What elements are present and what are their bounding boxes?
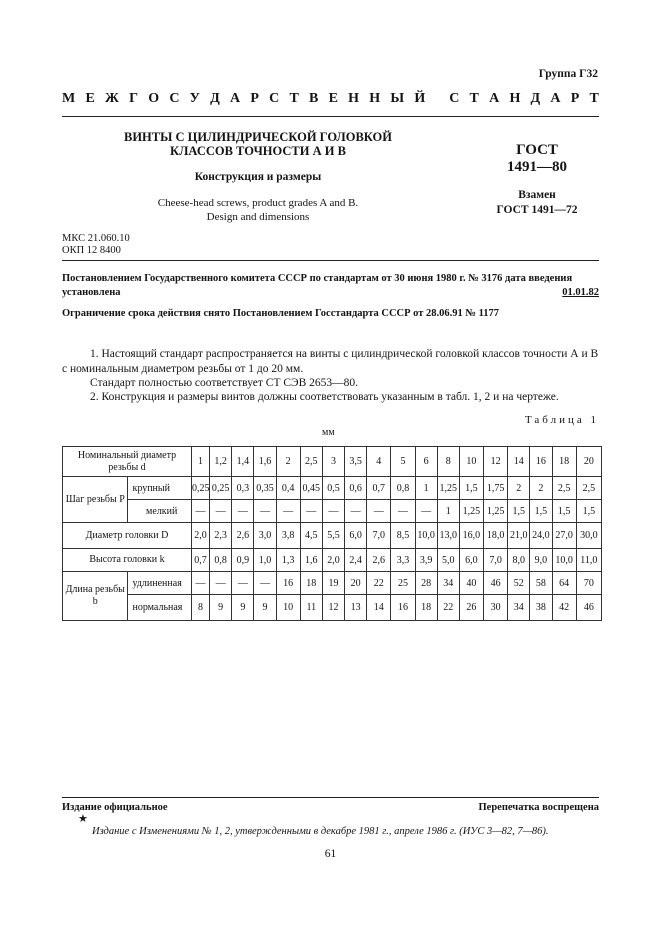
table-cell: 30,0 [576,523,601,549]
subtitle: Конструкция и размеры [194,171,322,183]
table-cell: 22 [367,572,391,595]
banner-letter: Т [589,91,599,106]
banner-letter: Р [570,91,580,106]
table-cell: 10 [276,595,300,621]
table-cell: 2,5 [300,447,322,477]
table-cell: 3,9 [415,549,437,572]
title-line-2: КЛАССОВ ТОЧНОСТИ А И В [170,144,346,158]
table-cell: 7,0 [484,549,508,572]
table-cell: 1,4 [232,447,254,477]
decree-text [62,272,599,300]
paragraph-1: 1. Настоящий стандарт распространяется на винты с цилиндрической головкой классов точности А и В с номинальным диаметром резьбы от 1 до 20 мм. [62,348,599,375]
codes-rule [62,260,599,261]
table-cell: 3,5 [345,447,367,477]
table-cell: 3,3 [391,549,415,572]
row-length-normal [63,595,602,621]
table-cell: 27,0 [552,523,576,549]
table-cell: 11,0 [576,549,601,572]
table-cell: 1 [415,477,437,500]
table-cell: 6,0 [345,523,367,549]
gost-number: 1491—80 [507,159,567,175]
banner-letter: Г [129,91,138,106]
paragraph-1b: Стандарт полностью соответствует СТ СЭВ 2653—80. [90,377,359,389]
table-cell: 18,0 [484,523,508,549]
table-cell: — [232,500,254,523]
table-cell: 8 [437,447,459,477]
table-cell: 1,0 [254,549,276,572]
pitch-label: Шаг резьбы P [63,477,128,523]
table-cell: 8 [191,595,209,621]
table-cell: 0,5 [322,477,344,500]
table-cell: 18 [300,572,322,595]
normal-label: нормальная [128,595,191,621]
replaces-label: Взамен [518,189,556,201]
table-cell: 46 [576,595,601,621]
effective-date: 01.01.82 [562,287,599,298]
paragraph-2: 2. Конструкция и размеры винтов должны соответствовать указанным в табл. 1, 2 и на чертеже. [90,391,559,403]
table-cell: — [345,500,367,523]
table-unit: мм [322,427,335,438]
english-title-line-2: Design and dimensions [206,211,310,223]
table-cell: 4 [367,447,391,477]
reprint-prohibited: Перепечатка воспрещена [478,802,599,813]
table-cell: 16 [276,572,300,595]
table-cell: 7,0 [367,523,391,549]
table-cell: 11 [300,595,322,621]
banner-letter: М [62,91,76,106]
table-cell: 18 [415,595,437,621]
limitation-text: Ограничение срока действия снято Постановлением Госстандарта СССР от 28.06.91 № 1177 [62,308,500,319]
table-cell: 9,0 [530,549,552,572]
banner-letter: А [489,91,500,106]
english-title-line-1: Cheese-head screws, product grades A and B. [157,197,359,209]
row-head-diameter [63,523,602,549]
table-cell: 2,4 [345,549,367,572]
table-cell: 30 [484,595,508,621]
banner-letter: Д [210,91,220,106]
table-cell: 3 [322,447,344,477]
table-cell: 20 [576,447,601,477]
diameter-label: Номинальный диаметр резьбы d [63,447,192,477]
table-cell: 20 [345,572,367,595]
table-cell: 1,75 [484,477,508,500]
table-cell: 64 [552,572,576,595]
table-cell: 4,5 [300,523,322,549]
table-cell: 38 [530,595,552,621]
page-number: 61 [324,848,337,860]
table-cell: 2,0 [322,549,344,572]
banner-letter: С [269,91,280,106]
table-cell: 10 [459,447,483,477]
edition-note: Издание с Изменениями № 1, 2, утвержденными в декабре 1981 г., апреле 1986 г. (ИУС 3—82, 7—86). [92,826,549,837]
table-cell: — [254,572,276,595]
table-cell: 1,5 [530,500,552,523]
banner-letter: В [309,91,319,106]
table-cell: 2,6 [367,549,391,572]
banner-letter: Ы [390,91,405,106]
fine-label: мелкий [128,500,191,523]
table-cell: 2 [276,447,300,477]
table-cell: 9 [210,595,232,621]
table-cell: 5,0 [437,549,459,572]
table-cell: 0,3 [232,477,254,500]
table-cell: 2,3 [210,523,232,549]
table-cell: 8,0 [508,549,530,572]
table-cell: 28 [415,572,437,595]
table-cell: 10,0 [552,549,576,572]
table-cell: 40 [459,572,483,595]
table-cell: 2,5 [576,477,601,500]
table-cell: 13,0 [437,523,459,549]
row-pitch-fine [63,500,602,523]
title-block [112,130,404,224]
banner-gap [435,91,439,107]
table-cell: 1,6 [254,447,276,477]
banner-letter: Т [469,91,479,106]
footer-rule [62,797,599,798]
table-cell: 9 [232,595,254,621]
table-cell: 26 [459,595,483,621]
table-cell: 25 [391,572,415,595]
table-cell: 0,7 [367,477,391,500]
row-head-height [63,549,602,572]
gost-label: ГОСТ [516,142,558,158]
banner-letter: У [189,91,200,106]
table-cell: 19 [322,572,344,595]
banner-letter: С [169,91,180,106]
table-cell: — [191,500,209,523]
table-cell: 2 [508,477,530,500]
table-cell: 2,6 [232,523,254,549]
official-edition: Издание официальное [62,802,168,813]
table-cell: 34 [508,595,530,621]
table-cell: 1 [191,447,209,477]
length-label: Длина резьбы b [63,572,128,621]
table-cell: 2,5 [552,477,576,500]
table-cell: 58 [530,572,552,595]
table-cell: 14 [508,447,530,477]
replaces-block [482,188,592,218]
head-diameter-label: Диаметр головки D [63,523,192,549]
table-cell: 1,3 [276,549,300,572]
table-cell: 12 [484,447,508,477]
banner-letter: Д [530,91,541,106]
replaces-number: ГОСТ 1491—72 [496,204,578,216]
table-cell: — [191,572,209,595]
table-cell: 0,6 [345,477,367,500]
table-cell: 1,5 [508,500,530,523]
english-title [112,196,404,224]
table-cell: 5,5 [322,523,344,549]
table-cell: — [391,500,415,523]
table-cell: 22 [437,595,459,621]
table-cell: — [232,572,254,595]
table-cell: — [415,500,437,523]
banner-letter: Е [85,91,95,106]
table-cell: 46 [484,572,508,595]
group-code: Группа Г32 [538,68,598,80]
title-line-1: ВИНТЫ С ЦИЛИНДРИЧЕСКОЙ ГОЛОВКОЙ [123,130,392,144]
table-cell: 8,5 [391,523,415,549]
table-cell: 14 [367,595,391,621]
table-cell: 2 [530,477,552,500]
table-cell: 0,45 [300,477,322,500]
banner-letter: А [550,91,561,106]
decree-body: Постановлением Государственного комитета СССР по стандартам от 30 июня 1980 г. № 3176 дата введения установлена [62,273,573,298]
table-cell: 13 [345,595,367,621]
star-mark: ★ [78,813,88,825]
coarse-label: крупный [128,477,191,500]
banner-letter: Н [369,91,381,106]
table-cell: 3,8 [276,523,300,549]
table-cell: 0,25 [210,477,232,500]
mks-code: МКС 21.060.10 [62,233,130,244]
table-cell: 16,0 [459,523,483,549]
row-pitch-coarse [63,477,602,500]
extended-label: удлиненная [128,572,191,595]
table-cell: — [210,572,232,595]
table-cell: 0,35 [254,477,276,500]
table-cell: — [300,500,322,523]
table-cell: 16 [530,447,552,477]
table-cell: 16 [391,595,415,621]
table-cell: — [276,500,300,523]
standard-banner [62,91,599,107]
table-cell: 3,0 [254,523,276,549]
table-cell: 1 [437,500,459,523]
table-cell: 18 [552,447,576,477]
banner-letter: Н [348,91,360,106]
table-cell: 1,5 [552,500,576,523]
gost-number-block [482,142,592,176]
table-cell: 24,0 [530,523,552,549]
row-length-extended [63,572,602,595]
table-cell: 1,2 [210,447,232,477]
table-cell: 0,8 [210,549,232,572]
table-cell: 1,25 [437,477,459,500]
table-cell: 6,0 [459,549,483,572]
banner-letter: А [230,91,241,106]
table-cell: 5 [391,447,415,477]
table-cell: 42 [552,595,576,621]
table-cell: — [367,500,391,523]
row-diameter [63,447,602,477]
classification-codes [62,233,130,257]
table-cell: 1,5 [459,477,483,500]
table-cell: 0,9 [232,549,254,572]
head-height-label: Высота головки k [63,549,192,572]
table-cell: 1,5 [576,500,601,523]
table-cell: 70 [576,572,601,595]
table-cell: — [254,500,276,523]
table-cell: 9 [254,595,276,621]
dimensions-table [62,446,602,621]
table-cell: 0,7 [191,549,209,572]
banner-letter: Е [328,91,338,106]
banner-letter: С [449,91,460,106]
table-cell: — [210,500,232,523]
table-cell: 0,4 [276,477,300,500]
banner-letter: О [148,91,160,106]
okp-code: ОКП 12 8400 [62,245,121,256]
banner-letter: Р [250,91,259,106]
table-cell: 2,0 [191,523,209,549]
banner-letter: Н [509,91,521,106]
table-cell: 21,0 [508,523,530,549]
table-cell: 0,8 [391,477,415,500]
table-cell: 12 [322,595,344,621]
table-cell: 52 [508,572,530,595]
table-caption: Таблица 1 [524,414,599,426]
table-cell: — [322,500,344,523]
table-cell: 1,6 [300,549,322,572]
header-rule [62,116,599,117]
banner-letter: Ж [105,91,119,106]
banner-letter: Й [414,91,426,106]
table-cell: 1,25 [484,500,508,523]
table-cell: 6 [415,447,437,477]
table-cell: 10,0 [415,523,437,549]
table-cell: 34 [437,572,459,595]
table-cell: 1,25 [459,500,483,523]
banner-letter: Т [289,91,299,106]
table-cell: 0,25 [191,477,209,500]
